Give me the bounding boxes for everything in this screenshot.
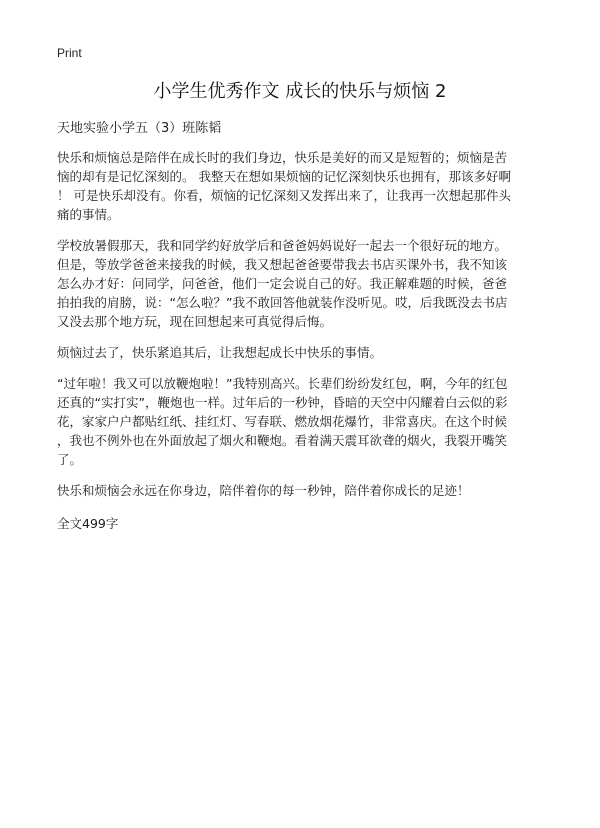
paragraph-line: 拍拍我的肩膀，说：“怎么啦？”我不敢回答他就装作没听见。哎，后我既没去书店 (57, 295, 508, 310)
paragraph-line: ，我也不例外也在外面放起了烟火和鞭炮。看着满天震耳欲聋的烟火，我裂开嘴笑 (57, 433, 508, 448)
paragraph-line: 还真的“实打实”，鞭炮也一样。过年后的一秒钟，昏暗的天空中闪耀着白云似的彩 (57, 395, 508, 410)
paragraph-line: 了。 (57, 452, 83, 467)
paragraph-line: 痛的事情。 (57, 207, 120, 222)
print-link[interactable]: Print (57, 46, 82, 60)
paragraph-line: 快乐和烦恼总是陪伴在成长时的我们身边，快乐是美好的而又是短暂的；烦恼是苦 (57, 150, 508, 165)
paragraph-line: 又没去那个地方玩，现在回想起来可真觉得后悔。 (57, 314, 333, 329)
paragraph-line: 怎么办才好：问同学，问爸爸，他们一定会说自己的好。我正解难题的时候，爸爸 (57, 276, 508, 291)
paragraph (57, 374, 547, 469)
author-line: 天地实验小学五（3）班陈韬 (57, 121, 222, 136)
paragraph-line: 恼的却有是记忆深刻的。 我整天在想如果烦恼的记忆深刻快乐也拥有，那该多好啊 (57, 169, 511, 184)
paragraph (57, 236, 547, 331)
paragraph-line: “过年啦！我又可以放鞭炮啦！”我特别高兴。长辈们纷纷发红包，啊，今年的红包 (57, 376, 508, 391)
paragraph (57, 481, 547, 500)
paragraph (57, 343, 547, 362)
paragraph-line: 花，家家户户都贴红纸、挂红灯、写春联、燃放烟花爆竹，非常喜庆。在这个时候 (57, 414, 508, 429)
page-title: 小学生优秀作文 成长的快乐与烦恼 2 (153, 81, 447, 102)
word-count: 全文499字 (57, 516, 119, 531)
paragraph-line: 但是，等放学爸爸来接我的时候，我又想起爸爸要带我去书店买课外书，我不知该 (57, 257, 508, 272)
paragraph-line: ！ 可是快乐却没有。你看，烦恼的记忆深刻又发挥出来了，让我再一次想起那件头 (57, 188, 511, 203)
paragraph-line: 学校放暑假那天，我和同学约好放学后和爸爸妈妈说好一起去一个很好玩的地方。 (57, 238, 508, 253)
paragraph-line: 烦恼过去了，快乐紧追其后，让我想起成长中快乐的事情。 (57, 345, 383, 360)
article-body (57, 148, 547, 533)
paragraph-line: 快乐和烦恼会永远在你身边，陪伴着你的每一秒钟，陪伴着你成长的足迹！ (57, 483, 470, 498)
paragraph (57, 148, 547, 224)
